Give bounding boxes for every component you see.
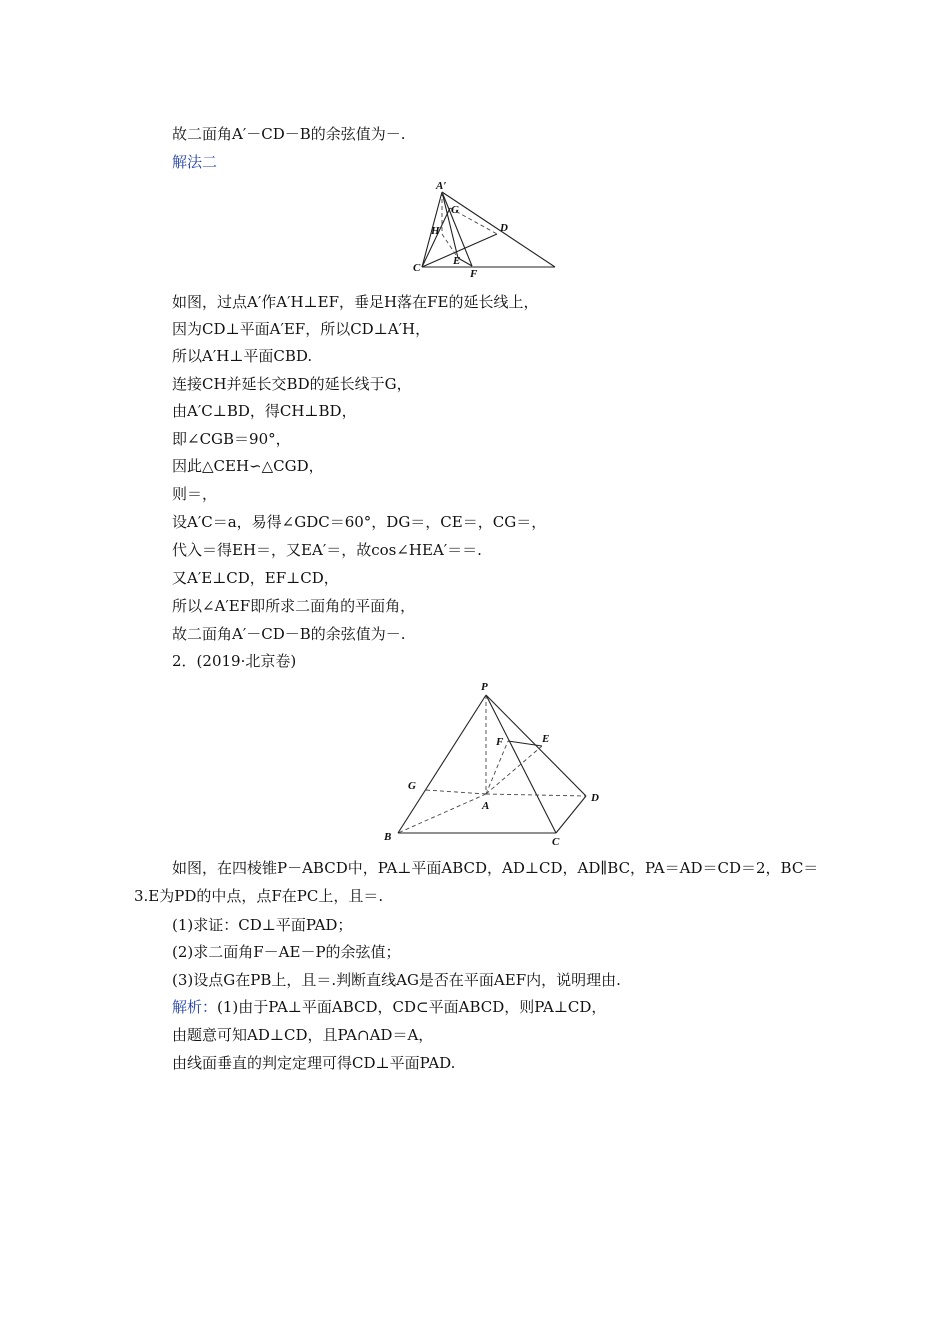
edge-C-G: [422, 208, 450, 267]
label-F: F: [496, 736, 504, 748]
text-line: 因此△CEH∽△CGD，: [172, 457, 324, 475]
question-3: (3)设点G在PB上，且＝.判断直线AG是否在平面AEF内，说明理由.: [172, 971, 621, 989]
question-1: (1)求证：CD⊥平面PAD；: [172, 916, 353, 934]
dashed-A-B: [398, 794, 486, 833]
figure-1-diagram: [405, 178, 565, 280]
label-G: G: [408, 780, 416, 792]
edge-C-D: [556, 796, 586, 833]
label-D: D: [591, 792, 599, 804]
edge-F-E: [508, 741, 542, 746]
label-A: A: [482, 800, 490, 812]
label-H: H: [431, 225, 440, 237]
section-heading: 解法二: [172, 153, 218, 171]
text-line: 代入＝得EH＝，又EA′＝，故cos∠HEA′＝＝.: [172, 541, 482, 559]
text-line: 如图，过点A′作A′H⊥EF，垂足H落在FE的延长线上，: [172, 293, 539, 311]
edge-P-C: [486, 695, 556, 833]
text-line: 故二面角A′－CD－B的余弦值为－.: [172, 125, 406, 143]
dashed-A-F: [486, 741, 508, 794]
label-C: C: [552, 836, 560, 846]
text-line: 所以∠A′EF即所求二面角的平面角，: [172, 597, 416, 615]
text-line: 则＝，: [172, 485, 218, 503]
solution-line-1: [172, 997, 606, 1017]
solution-text: (1)由于PA⊥平面ABCD，CD⊂平面ABCD，则PA⊥CD，: [217, 998, 607, 1016]
label-B: B: [384, 831, 392, 843]
label-E: E: [453, 255, 461, 267]
label-P: P: [481, 681, 488, 693]
problem-statement-line-2: 3.E为PD的中点，点F在PC上，且＝.: [134, 887, 384, 905]
dashed-A-E: [486, 746, 542, 794]
solution-line-3: 由线面垂直的判定定理可得CD⊥平面PAD.: [172, 1054, 456, 1072]
dashed-G-A: [426, 790, 486, 794]
text-line: 由A′C⊥BD，得CH⊥BD，: [172, 402, 357, 420]
label-D: D: [500, 222, 508, 234]
text-line: 所以A′H⊥平面CBD.: [172, 347, 313, 365]
text-line: 又A′E⊥CD，EF⊥CD，: [172, 569, 339, 587]
figure-2-pyramid: [380, 678, 610, 846]
text-line: 设A′C＝a，易得∠GDC＝60°，DG＝，CE＝，CG＝，: [172, 513, 547, 531]
problem-number: 2．(2019·北京卷): [172, 652, 297, 670]
text-line: 即∠CGB＝90°，: [172, 430, 291, 448]
label-E: E: [542, 733, 550, 745]
solution-line-2: 由题意可知AD⊥CD，且PA∩AD＝A，: [172, 1026, 434, 1044]
problem-statement-line-1: 如图，在四棱锥P－ABCD中，PA⊥平面ABCD，AD⊥CD，AD∥BC，PA＝AD＝CD＝2，BC＝: [172, 859, 819, 877]
text-line: 故二面角A′－CD－B的余弦值为－.: [172, 625, 406, 643]
label-F: F: [470, 268, 478, 280]
question-2: (2)求二面角F－AE－P的余弦值；: [172, 943, 401, 961]
label-G: G: [451, 204, 459, 216]
text-line: 因为CD⊥平面A′EF，所以CD⊥A′H，: [172, 320, 431, 338]
text-line: 连接CH并延长交BD的延长线于G，: [172, 375, 412, 393]
label-A: A′: [436, 180, 447, 192]
solution-label: 解析：: [172, 998, 218, 1016]
label-C: C: [413, 262, 421, 274]
edge-P-B: [398, 695, 486, 833]
